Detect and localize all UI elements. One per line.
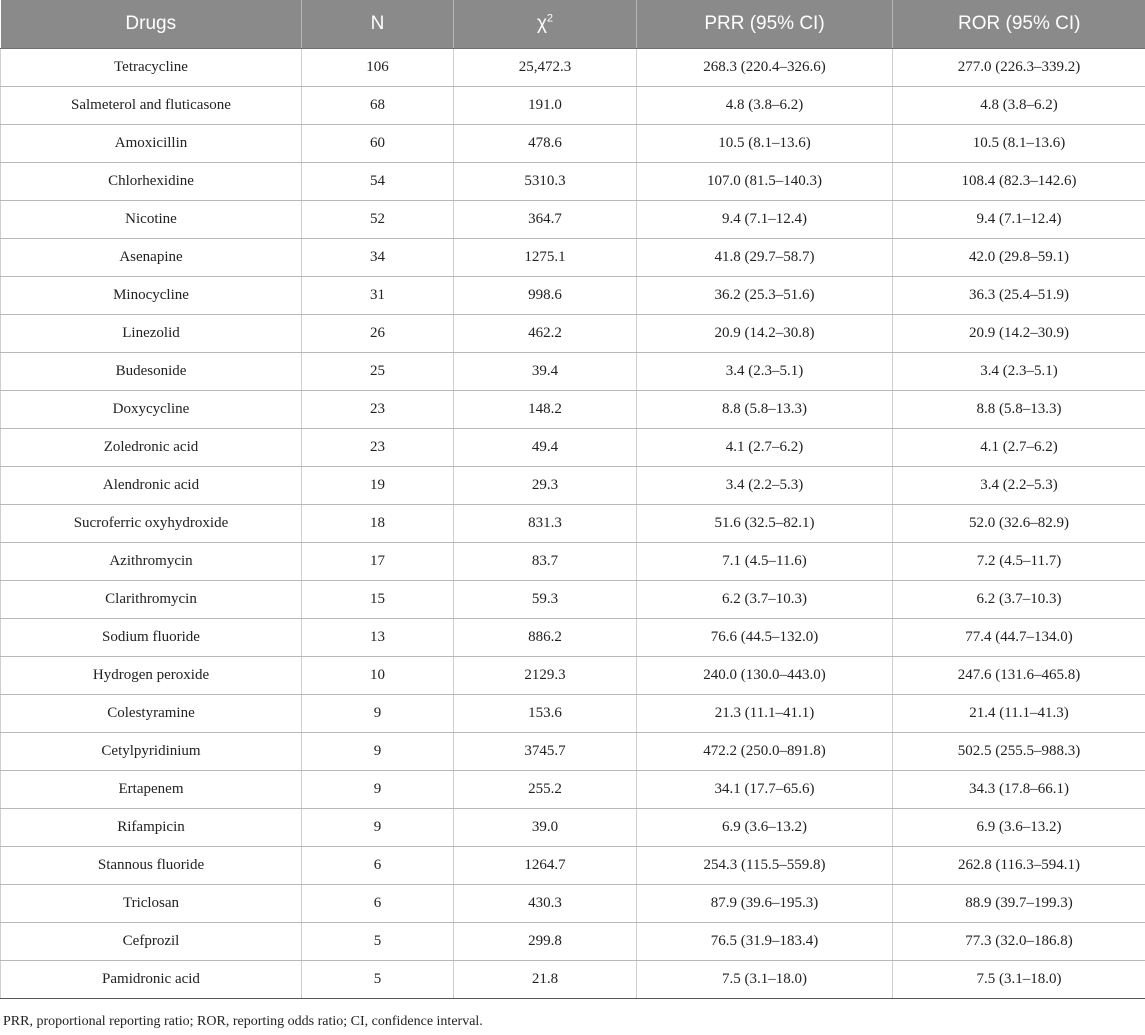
- cell-drug: Sucroferric oxyhydroxide: [1, 505, 302, 543]
- cell-prr: 268.3 (220.4–326.6): [637, 49, 893, 87]
- table-row: [1, 809, 1145, 847]
- cell-ror: 42.0 (29.8–59.1): [893, 239, 1145, 277]
- cell-drug: Zoledronic acid: [1, 429, 302, 467]
- cell-ror: 247.6 (131.6–465.8): [893, 657, 1145, 695]
- table-row: [1, 771, 1145, 809]
- cell-ror: 36.3 (25.4–51.9): [893, 277, 1145, 315]
- header-row: [1, 0, 1145, 49]
- cell-ror: 9.4 (7.1–12.4): [893, 201, 1145, 239]
- cell-n: 9: [302, 695, 454, 733]
- cell-prr: 87.9 (39.6–195.3): [637, 885, 893, 923]
- cell-prr: 7.5 (3.1–18.0): [637, 961, 893, 999]
- cell-ror: 6.2 (3.7–10.3): [893, 581, 1145, 619]
- cell-chi-squared: 39.4: [454, 353, 637, 391]
- cell-n: 13: [302, 619, 454, 657]
- table-row: [1, 277, 1145, 315]
- table-row: [1, 885, 1145, 923]
- cell-drug: Chlorhexidine: [1, 163, 302, 201]
- cell-ror: 20.9 (14.2–30.9): [893, 315, 1145, 353]
- cell-ror: 277.0 (226.3–339.2): [893, 49, 1145, 87]
- cell-ror: 3.4 (2.3–5.1): [893, 353, 1145, 391]
- cell-drug: Sodium fluoride: [1, 619, 302, 657]
- cell-chi-squared: 478.6: [454, 125, 637, 163]
- cell-prr: 76.6 (44.5–132.0): [637, 619, 893, 657]
- table-row: [1, 543, 1145, 581]
- cell-chi-squared: 191.0: [454, 87, 637, 125]
- cell-n: 106: [302, 49, 454, 87]
- cell-ror: 502.5 (255.5–988.3): [893, 733, 1145, 771]
- cell-drug: Triclosan: [1, 885, 302, 923]
- cell-drug: Cetylpyridinium: [1, 733, 302, 771]
- cell-n: 34: [302, 239, 454, 277]
- table-header: [1, 0, 1145, 49]
- cell-ror: 6.9 (3.6–13.2): [893, 809, 1145, 847]
- cell-n: 25: [302, 353, 454, 391]
- cell-drug: Salmeterol and fluticasone: [1, 87, 302, 125]
- table-row: [1, 505, 1145, 543]
- table-row: [1, 49, 1145, 87]
- table-row: [1, 315, 1145, 353]
- cell-n: 9: [302, 809, 454, 847]
- table-row: [1, 239, 1145, 277]
- cell-ror: 8.8 (5.8–13.3): [893, 391, 1145, 429]
- cell-prr: 3.4 (2.2–5.3): [637, 467, 893, 505]
- cell-ror: 77.4 (44.7–134.0): [893, 619, 1145, 657]
- table-row: [1, 847, 1145, 885]
- cell-chi-squared: 148.2: [454, 391, 637, 429]
- cell-prr: 240.0 (130.0–443.0): [637, 657, 893, 695]
- cell-prr: 472.2 (250.0–891.8): [637, 733, 893, 771]
- cell-chi-squared: 886.2: [454, 619, 637, 657]
- cell-n: 60: [302, 125, 454, 163]
- cell-drug: Cefprozil: [1, 923, 302, 961]
- table-row: [1, 619, 1145, 657]
- cell-chi-squared: 364.7: [454, 201, 637, 239]
- cell-drug: Doxycycline: [1, 391, 302, 429]
- cell-ror: 77.3 (32.0–186.8): [893, 923, 1145, 961]
- cell-n: 5: [302, 923, 454, 961]
- cell-chi-squared: 831.3: [454, 505, 637, 543]
- cell-ror: 88.9 (39.7–199.3): [893, 885, 1145, 923]
- cell-n: 19: [302, 467, 454, 505]
- table-row: [1, 87, 1145, 125]
- cell-prr: 76.5 (31.9–183.4): [637, 923, 893, 961]
- table-row: [1, 467, 1145, 505]
- cell-n: 68: [302, 87, 454, 125]
- cell-ror: 4.8 (3.8–6.2): [893, 87, 1145, 125]
- cell-chi-squared: 25,472.3: [454, 49, 637, 87]
- cell-prr: 7.1 (4.5–11.6): [637, 543, 893, 581]
- chi-symbol: χ: [536, 13, 547, 34]
- cell-prr: 8.8 (5.8–13.3): [637, 391, 893, 429]
- cell-prr: 254.3 (115.5–559.8): [637, 847, 893, 885]
- cell-chi-squared: 29.3: [454, 467, 637, 505]
- cell-n: 6: [302, 847, 454, 885]
- cell-drug: Rifampicin: [1, 809, 302, 847]
- cell-n: 5: [302, 961, 454, 999]
- cell-n: 54: [302, 163, 454, 201]
- cell-chi-squared: 21.8: [454, 961, 637, 999]
- cell-drug: Alendronic acid: [1, 467, 302, 505]
- cell-prr: 51.6 (32.5–82.1): [637, 505, 893, 543]
- header-chi-squared: [454, 0, 637, 49]
- cell-n: 26: [302, 315, 454, 353]
- cell-drug: Ertapenem: [1, 771, 302, 809]
- cell-n: 23: [302, 429, 454, 467]
- cell-n: 31: [302, 277, 454, 315]
- cell-n: 52: [302, 201, 454, 239]
- table-row: [1, 961, 1145, 999]
- table-row: [1, 657, 1145, 695]
- cell-n: 9: [302, 771, 454, 809]
- cell-prr: 10.5 (8.1–13.6): [637, 125, 893, 163]
- cell-chi-squared: 39.0: [454, 809, 637, 847]
- cell-chi-squared: 462.2: [454, 315, 637, 353]
- table-row: [1, 695, 1145, 733]
- table-row: [1, 163, 1145, 201]
- header-prr: PRR (95% CI): [637, 0, 893, 49]
- cell-prr: 107.0 (81.5–140.3): [637, 163, 893, 201]
- cell-ror: 21.4 (11.1–41.3): [893, 695, 1145, 733]
- cell-drug: Linezolid: [1, 315, 302, 353]
- table-row: [1, 923, 1145, 961]
- table-row: [1, 201, 1145, 239]
- cell-drug: Amoxicillin: [1, 125, 302, 163]
- cell-prr: 20.9 (14.2–30.8): [637, 315, 893, 353]
- cell-drug: Hydrogen peroxide: [1, 657, 302, 695]
- cell-drug: Nicotine: [1, 201, 302, 239]
- cell-drug: Azithromycin: [1, 543, 302, 581]
- cell-chi-squared: 1275.1: [454, 239, 637, 277]
- cell-n: 15: [302, 581, 454, 619]
- table-row: [1, 429, 1145, 467]
- cell-drug: Pamidronic acid: [1, 961, 302, 999]
- cell-ror: 7.2 (4.5–11.7): [893, 543, 1145, 581]
- cell-ror: 52.0 (32.6–82.9): [893, 505, 1145, 543]
- cell-prr: 4.1 (2.7–6.2): [637, 429, 893, 467]
- cell-drug: Stannous fluoride: [1, 847, 302, 885]
- cell-ror: 262.8 (116.3–594.1): [893, 847, 1145, 885]
- cell-drug: Asenapine: [1, 239, 302, 277]
- cell-prr: 21.3 (11.1–41.1): [637, 695, 893, 733]
- cell-drug: Clarithromycin: [1, 581, 302, 619]
- cell-chi-squared: 1264.7: [454, 847, 637, 885]
- cell-ror: 7.5 (3.1–18.0): [893, 961, 1145, 999]
- cell-ror: 34.3 (17.8–66.1): [893, 771, 1145, 809]
- cell-prr: 36.2 (25.3–51.6): [637, 277, 893, 315]
- cell-prr: 3.4 (2.3–5.1): [637, 353, 893, 391]
- table-row: [1, 353, 1145, 391]
- cell-ror: 108.4 (82.3–142.6): [893, 163, 1145, 201]
- cell-n: 23: [302, 391, 454, 429]
- table-row: [1, 125, 1145, 163]
- table-row: [1, 733, 1145, 771]
- header-drugs: Drugs: [1, 0, 302, 49]
- cell-n: 18: [302, 505, 454, 543]
- cell-drug: Budesonide: [1, 353, 302, 391]
- header-ror: ROR (95% CI): [893, 0, 1145, 49]
- cell-chi-squared: 59.3: [454, 581, 637, 619]
- cell-drug: Colestyramine: [1, 695, 302, 733]
- cell-n: 10: [302, 657, 454, 695]
- cell-prr: 41.8 (29.7–58.7): [637, 239, 893, 277]
- cell-chi-squared: 3745.7: [454, 733, 637, 771]
- table-body: [1, 49, 1145, 999]
- cell-n: 9: [302, 733, 454, 771]
- cell-chi-squared: 299.8: [454, 923, 637, 961]
- cell-chi-squared: 5310.3: [454, 163, 637, 201]
- cell-drug: Minocycline: [1, 277, 302, 315]
- cell-prr: 9.4 (7.1–12.4): [637, 201, 893, 239]
- cell-chi-squared: 998.6: [454, 277, 637, 315]
- cell-drug: Tetracycline: [1, 49, 302, 87]
- cell-prr: 6.2 (3.7–10.3): [637, 581, 893, 619]
- header-n: N: [302, 0, 454, 49]
- cell-n: 6: [302, 885, 454, 923]
- cell-chi-squared: 153.6: [454, 695, 637, 733]
- cell-ror: 10.5 (8.1–13.6): [893, 125, 1145, 163]
- cell-prr: 4.8 (3.8–6.2): [637, 87, 893, 125]
- cell-n: 17: [302, 543, 454, 581]
- table-row: [1, 581, 1145, 619]
- cell-chi-squared: 255.2: [454, 771, 637, 809]
- cell-ror: 4.1 (2.7–6.2): [893, 429, 1145, 467]
- table-row: [1, 391, 1145, 429]
- cell-chi-squared: 83.7: [454, 543, 637, 581]
- table-footnote: PRR, proportional reporting ratio; ROR, reporting odds ratio; CI, confidence interval.: [3, 1014, 483, 1029]
- cell-prr: 34.1 (17.7–65.6): [637, 771, 893, 809]
- cell-chi-squared: 2129.3: [454, 657, 637, 695]
- cell-ror: 3.4 (2.2–5.3): [893, 467, 1145, 505]
- cell-prr: 6.9 (3.6–13.2): [637, 809, 893, 847]
- cell-chi-squared: 49.4: [454, 429, 637, 467]
- cell-chi-squared: 430.3: [454, 885, 637, 923]
- chi-superscript: 2: [546, 12, 554, 25]
